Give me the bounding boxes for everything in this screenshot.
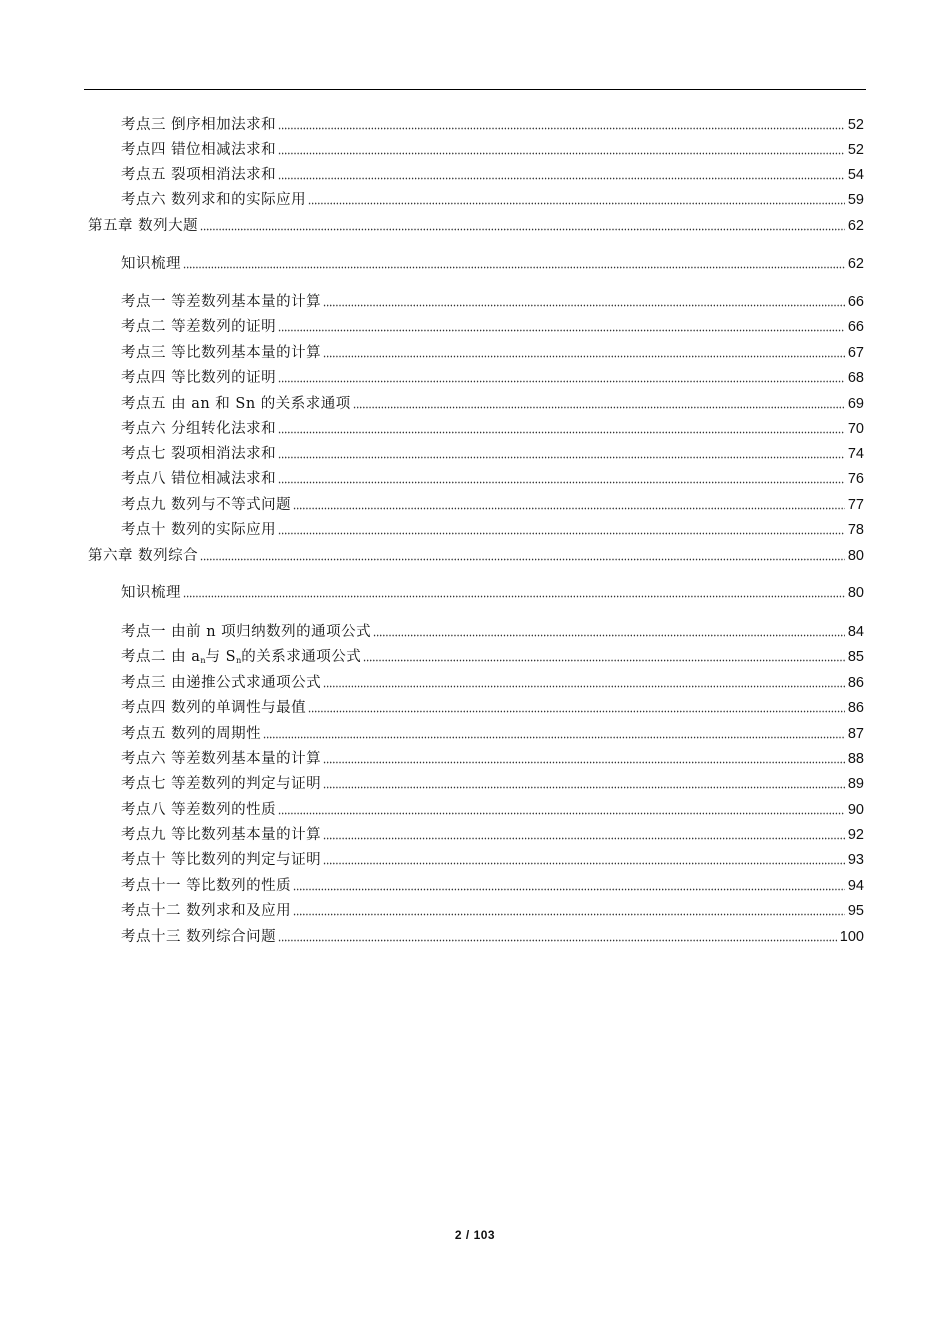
toc-entry-label: 考点三 倒序相加法求和: [121, 117, 277, 133]
toc-entry[interactable]: [121, 443, 864, 465]
toc-entry-label: 考点九 等比数列基本量的计算: [121, 827, 322, 843]
toc-leader-dots: [278, 479, 845, 485]
toc-entry-label: 第六章 数列综合: [88, 548, 199, 564]
toc-entry[interactable]: [121, 748, 864, 770]
toc-entry[interactable]: [121, 926, 864, 948]
toc-entry-label: 知识梳理: [121, 585, 181, 601]
toc-entry[interactable]: [121, 253, 864, 275]
toc-label-part: 的关系求通项公式: [241, 649, 362, 665]
toc-entry-page: 100: [839, 929, 864, 945]
toc-entry-page: 74: [847, 446, 864, 462]
toc-entry-page: 54: [847, 167, 864, 183]
toc-leader-dots: [353, 404, 845, 410]
toc-leader-dots: [278, 429, 845, 435]
toc-entry-label: 考点四 数列的单调性与最值: [121, 700, 307, 716]
toc-entry-label: 考点十二 数列求和及应用: [121, 903, 292, 919]
toc-entry-page: 70: [847, 421, 864, 437]
toc-entry-page: 84: [847, 624, 864, 640]
toc-entry-label: 考点二 等差数列的证明: [121, 319, 277, 335]
toc-entry[interactable]: [121, 799, 864, 821]
toc-entry-label: 考点三 等比数列基本量的计算: [121, 345, 322, 361]
header-rule: [84, 89, 866, 90]
toc-entry-page: 62: [847, 218, 864, 234]
toc-entry-label: 第五章 数列大题: [88, 218, 199, 234]
toc-entry-label: 考点三 由递推公式求通项公式: [121, 675, 322, 691]
toc-entry-label: [121, 646, 361, 672]
toc-entry-page: 80: [847, 585, 864, 601]
toc-entry[interactable]: [121, 494, 864, 516]
toc-entry[interactable]: [121, 582, 864, 604]
toc-label-part: 与 S: [205, 649, 237, 665]
toc-entry-label: 考点八 等差数列的性质: [121, 802, 277, 818]
toc-entry[interactable]: [121, 418, 864, 440]
toc-entry[interactable]: [121, 189, 864, 211]
toc-entry-page: 92: [847, 827, 864, 843]
toc-entry[interactable]: [121, 773, 864, 795]
toc-entry-label: 考点七 等差数列的判定与证明: [121, 776, 322, 792]
toc-entry[interactable]: [121, 519, 864, 541]
toc-entry-page: 62: [847, 256, 864, 272]
toc-chapter-entry[interactable]: [88, 215, 864, 237]
toc-entry-label: 考点十 数列的实际应用: [121, 522, 277, 538]
subscript-n: n: [236, 656, 242, 665]
toc-entry-label: 考点十一 等比数列的性质: [121, 878, 292, 894]
toc-entry[interactable]: [121, 621, 864, 643]
toc-entry[interactable]: [121, 139, 864, 161]
toc-leader-dots: [323, 302, 845, 308]
toc-entry-page: 76: [847, 471, 864, 487]
toc-leader-dots: [323, 759, 845, 765]
toc-entry[interactable]: [121, 849, 864, 871]
toc-leader-dots: [278, 327, 845, 333]
toc-entry[interactable]: [121, 164, 864, 186]
toc-leader-dots: [278, 175, 845, 181]
toc-entry-page: 80: [847, 548, 864, 564]
toc-entry[interactable]: [121, 367, 864, 389]
toc-entry-label: 考点四 等比数列的证明: [121, 370, 277, 386]
toc-entry[interactable]: [121, 875, 864, 897]
toc-entry-page: 88: [847, 751, 864, 767]
toc-entry-page: 68: [847, 370, 864, 386]
toc-leader-dots: [278, 810, 845, 816]
toc-leader-dots: [293, 911, 845, 917]
toc-entry-label: 知识梳理: [121, 256, 181, 272]
toc-entry-label: 考点七 裂项相消法求和: [121, 446, 277, 462]
toc-entry-page: 95: [847, 903, 864, 919]
toc-entry-page: 77: [847, 497, 864, 513]
toc-leader-dots: [278, 530, 845, 536]
toc-entry-page: 52: [847, 142, 864, 158]
toc-entry[interactable]: [121, 316, 864, 338]
toc-entry[interactable]: [121, 393, 864, 415]
toc-leader-dots: [278, 125, 845, 131]
toc-leader-dots: [323, 353, 845, 359]
toc-entry-page: 52: [847, 117, 864, 133]
toc-entry-page: 69: [847, 396, 864, 412]
toc-entry-label: 考点九 数列与不等式问题: [121, 497, 292, 513]
toc-leader-dots: [183, 593, 845, 599]
toc-leader-dots: [293, 886, 845, 892]
toc-entry[interactable]: [121, 672, 864, 694]
toc-leader-dots: [200, 226, 845, 232]
toc-entry-page: 94: [847, 878, 864, 894]
toc-entry-label: 考点十 等比数列的判定与证明: [121, 852, 322, 868]
toc-leader-dots: [308, 200, 845, 206]
toc-leader-dots: [293, 505, 845, 511]
toc-entry-page: 59: [847, 192, 864, 208]
toc-entry-label: 考点十三 数列综合问题: [121, 929, 277, 945]
toc-leader-dots: [263, 734, 845, 740]
toc-entry[interactable]: [121, 646, 864, 668]
toc-entry-page: 66: [847, 294, 864, 310]
toc-entry-page: 87: [847, 726, 864, 742]
toc-leader-dots: [323, 835, 845, 841]
toc-entry-page: 67: [847, 345, 864, 361]
toc-entry-page: 86: [847, 700, 864, 716]
toc-entry-label: 考点一 由前 n 项归纳数列的通项公式: [121, 624, 372, 640]
toc-leader-dots: [278, 378, 845, 384]
toc-entry-label: 考点六 等差数列基本量的计算: [121, 751, 322, 767]
toc-entry[interactable]: [121, 291, 864, 313]
toc-leader-dots: [308, 708, 845, 714]
toc-entry-page: 93: [847, 852, 864, 868]
toc-entry[interactable]: [121, 697, 864, 719]
toc-entry-label: 考点六 分组转化法求和: [121, 421, 277, 437]
toc-entry-page: 89: [847, 776, 864, 792]
toc-entry-page: 86: [847, 675, 864, 691]
toc-leader-dots: [278, 150, 845, 156]
toc-entry-label: 考点五 数列的周期性: [121, 726, 262, 742]
toc-entry[interactable]: [121, 114, 864, 136]
toc-entry-label: 考点四 错位相减法求和: [121, 142, 277, 158]
toc-leader-dots: [183, 264, 845, 270]
toc-entry[interactable]: [121, 342, 864, 364]
subscript-n: n: [200, 656, 206, 665]
toc-leader-dots: [323, 683, 845, 689]
toc-entry-page: 78: [847, 522, 864, 538]
page-number-footer: 2 / 103: [454, 1228, 496, 1242]
toc-entry-page: 66: [847, 319, 864, 335]
toc-entry[interactable]: [121, 824, 864, 846]
toc-entry[interactable]: [121, 900, 864, 922]
toc-entry-label: 考点八 错位相减法求和: [121, 471, 277, 487]
toc-label-part: 考点二 由 a: [121, 649, 201, 665]
toc-chapter-entry[interactable]: [88, 545, 864, 567]
toc-leader-dots: [278, 937, 837, 943]
toc-leader-dots: [323, 860, 845, 866]
toc-leader-dots: [323, 784, 845, 790]
toc-entry-page: 85: [847, 649, 864, 665]
toc-entry[interactable]: [121, 723, 864, 745]
toc-leader-dots: [363, 657, 845, 663]
toc-entry[interactable]: [121, 468, 864, 490]
toc-entry-label: 考点六 数列求和的实际应用: [121, 192, 307, 208]
toc-leader-dots: [278, 454, 845, 460]
toc-entry-page: 90: [847, 802, 864, 818]
toc-entry-label: 考点五 裂项相消法求和: [121, 167, 277, 183]
toc-entry-label: 考点五 由 an 和 Sn 的关系求通项: [121, 396, 351, 412]
toc-leader-dots: [373, 632, 845, 638]
toc-entry-label: 考点一 等差数列基本量的计算: [121, 294, 322, 310]
toc-leader-dots: [200, 556, 845, 562]
